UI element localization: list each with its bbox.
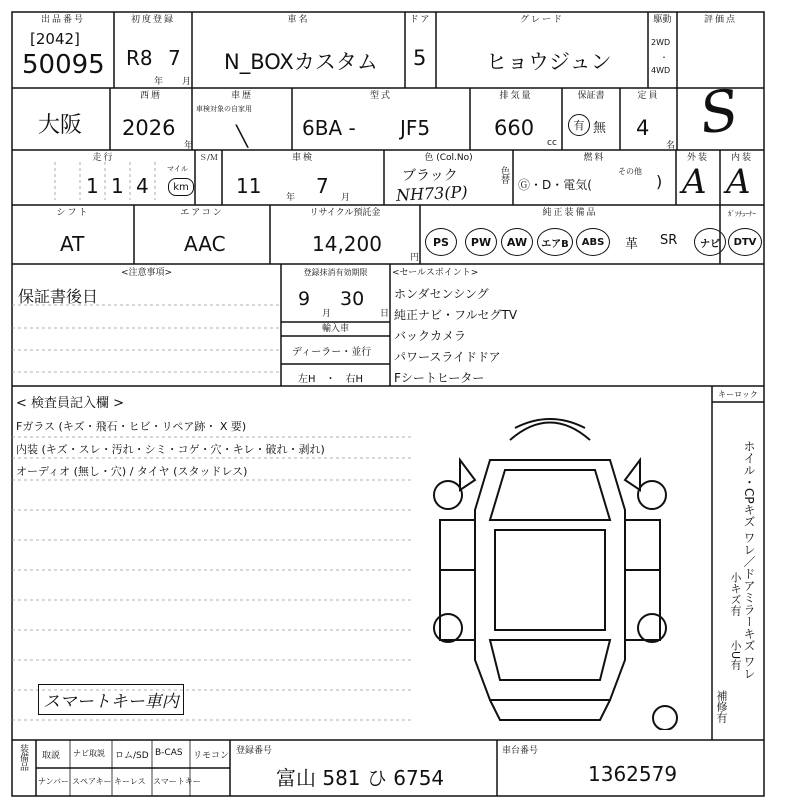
first-reg-era: R8 (126, 46, 153, 70)
lot-series: [2042] (30, 30, 80, 48)
label-displacement: 排気量 (499, 91, 533, 101)
fuel-close: ) (656, 172, 663, 191)
mileage-unit-km-circled: km (168, 178, 194, 196)
model-year-value: 2026 (122, 116, 176, 140)
reg-expiry-month-unit: 月 (322, 309, 332, 319)
displacement-value: 660 (494, 116, 535, 140)
car-name-value: N_BOXカスタム (224, 50, 378, 74)
label-year-type: 西暦 (139, 91, 162, 101)
car-right-side (625, 520, 660, 640)
reg-expiry-day-unit: 日 (380, 309, 390, 319)
mileage-digit-4: 1 (111, 174, 124, 198)
fuel-line: Ⓖ・D・電気( (518, 178, 592, 192)
vertical-note-u: 小U有 (729, 640, 742, 671)
label-bottom-side: 装備品 (18, 744, 28, 771)
vertical-note-scratch: 小キズ有 (729, 572, 742, 616)
drive-sep: ・ (660, 53, 668, 62)
first-reg-month-unit: 月 (182, 77, 192, 87)
label-drive: 駆動 (653, 15, 672, 25)
spare-wheel-icon (653, 706, 677, 730)
label-car-name: 車名 (287, 15, 310, 25)
first-reg-year: 7 (168, 46, 181, 70)
recycle-fee-value: 14,200 (312, 232, 382, 256)
equip-bcas: B-CAS (155, 748, 183, 758)
first-reg-year-unit: 年 (154, 77, 164, 87)
sales-point-1: ホンダセンシング (394, 287, 489, 301)
label-lot-no: 出品番号 (40, 15, 85, 25)
car-front-window (490, 470, 610, 520)
label-sales-points: <セールスポイント> (392, 268, 479, 278)
label-recycle: リサイクル預託金 (309, 208, 381, 218)
sales-point-5: Fシートヒーター (394, 371, 485, 385)
label-exterior: 外装 (686, 153, 709, 163)
capacity-value: 4 (636, 116, 650, 140)
equip-ps-circled: PS (425, 228, 457, 256)
handwritten-note: スマートキー車内 (38, 684, 184, 715)
drive-4wd: 4WD (651, 66, 671, 75)
label-history: 車歴 (230, 91, 253, 101)
equip-smart-key: スマートキー (153, 777, 201, 786)
mileage-digit-5: 4 (136, 174, 149, 198)
history-mark-icon: ╲ (236, 124, 249, 148)
aircon-value: AAC (184, 232, 226, 256)
recycle-fee-unit: 円 (410, 253, 420, 263)
label-chassis-no: 車台番号 (502, 746, 539, 756)
car-diagram (420, 400, 680, 730)
score-value: S (695, 77, 743, 148)
equip-abs-circled: ABS (576, 228, 610, 256)
warranty-yes-circled: 有 (568, 114, 590, 136)
handle-side: 左H ・ 右H (298, 374, 364, 385)
label-tuner: ｶﾞｿﾁｭｰﾅｰ (728, 210, 756, 218)
equip-pw-circled: PW (465, 228, 497, 256)
label-shift: シフト (56, 208, 90, 218)
drive-2wd: 2WD (651, 38, 671, 47)
vertical-note-repair: 補修有 (715, 690, 728, 723)
model-prefix: 6BA - (302, 116, 356, 140)
label-reg-expiry: 登録抹消有効期限 (303, 268, 368, 277)
warranty-no: 無 (593, 121, 607, 136)
label-aircon: エアコン (180, 208, 224, 218)
color-change-label: 色替 (499, 166, 509, 184)
equip-keyless: キーレス (114, 777, 146, 786)
label-capacity: 定員 (637, 91, 660, 101)
displacement-unit: cc (547, 138, 557, 148)
wheel-rear-left-icon (434, 614, 462, 642)
label-grade: グレード (519, 15, 564, 25)
label-key-lock: キーロック (718, 390, 758, 399)
inspection-month: 7 (316, 174, 329, 198)
chassis-number: 1362579 (588, 762, 678, 786)
equip-aw-circled: AW (501, 228, 533, 256)
model-year-unit: 年 (184, 141, 194, 151)
color-code: NH73(P) (395, 182, 469, 205)
vertical-note-main: ホイル・CPキズ ワレ／ドアミラーキズ ワレ (742, 440, 756, 680)
inspector-line-1: Fガラス (キズ・飛石・ヒビ・リペア跡・ X 要) (16, 420, 247, 433)
inspector-line-3: オーディオ (無し・穴) / タイヤ (スタッドレス) (16, 465, 248, 478)
reg-expiry-day: 30 (340, 288, 365, 310)
car-rear-window (490, 640, 610, 680)
wheel-rear-right-icon (638, 614, 666, 642)
label-fuel: 燃料 (583, 153, 606, 163)
label-first-reg: 初度登録 (130, 15, 175, 25)
inspection-month-unit: 月 (341, 193, 351, 203)
equip-dtv-circled: DTV (728, 228, 762, 256)
reg-expiry-month: 9 (298, 288, 311, 310)
wheel-front-right-icon (638, 481, 666, 509)
label-doors: ドア (409, 15, 432, 25)
label-inspector: < 検査員記入欄 > (16, 396, 125, 411)
inspection-year: 11 (236, 174, 262, 198)
car-roof (495, 530, 605, 630)
equip-remote: リモコン (193, 751, 230, 761)
wheel-front-left-icon (434, 481, 462, 509)
equip-rom-sd: ロム/SD (115, 751, 149, 761)
fuel-other: その他 (618, 167, 642, 176)
equip-sr: SR (660, 233, 678, 248)
mileage-unit-mile: マイル (167, 165, 188, 173)
equip-leather: 革 (625, 237, 639, 252)
label-mileage: 走行 (92, 153, 115, 163)
label-equipment: 純正装備品 (542, 208, 598, 218)
label-meter: Ｓ/Ｍ (199, 153, 218, 162)
shift-value: AT (60, 232, 85, 256)
equip-manual: 取説 (42, 751, 61, 761)
label-notes: <注意事項> (120, 268, 173, 278)
lot-number: 50095 (22, 50, 105, 80)
grade-value: ヒョウジュン (486, 50, 612, 74)
model-code: JF5 (400, 116, 431, 140)
import-type: ディーラー・並行 (292, 347, 372, 358)
equip-navi-manual: ナビ取説 (73, 749, 105, 758)
exterior-grade: A (682, 162, 707, 202)
mileage-digit-3: 1 (86, 174, 99, 198)
sales-point-4: パワースライドドア (394, 350, 501, 364)
history-note: 車検対象の自家用 (196, 105, 252, 113)
color-name: ブラック (402, 168, 458, 184)
registration-number: 富山 581 ひ 6754 (276, 766, 445, 790)
label-warranty: 保証書 (577, 91, 605, 101)
doors-value: 5 (413, 46, 427, 70)
notes-text: 保証書後日 (18, 287, 99, 306)
equip-airbag-circled: エアB (537, 228, 573, 256)
equip-spare-key: スペアキー (72, 777, 112, 786)
label-model: 型式 (369, 91, 392, 101)
label-score: 評価点 (703, 15, 737, 25)
inspection-year-unit: 年 (286, 193, 296, 203)
equip-navi-circled: ナビ (694, 228, 726, 256)
label-import: 輸入車 (321, 324, 349, 334)
car-left-side (440, 520, 475, 640)
equip-plate: ナンバー (38, 777, 70, 786)
label-reg-no: 登録番号 (236, 746, 273, 756)
region-value: 大阪 (38, 113, 83, 138)
sales-point-2: 純正ナビ・フルセグTV (394, 308, 518, 322)
sales-point-3: バックカメラ (394, 329, 467, 343)
label-interior: 内装 (730, 153, 753, 163)
label-inspection: 車検 (291, 153, 314, 163)
interior-grade: A (726, 162, 751, 202)
inspector-line-2: 内装 (キズ・スレ・汚れ・シミ・コゲ・穴・キレ・破れ・剥れ) (16, 443, 325, 456)
label-color: 色 (Col.No) (424, 153, 473, 163)
capacity-unit: 名 (666, 141, 676, 151)
